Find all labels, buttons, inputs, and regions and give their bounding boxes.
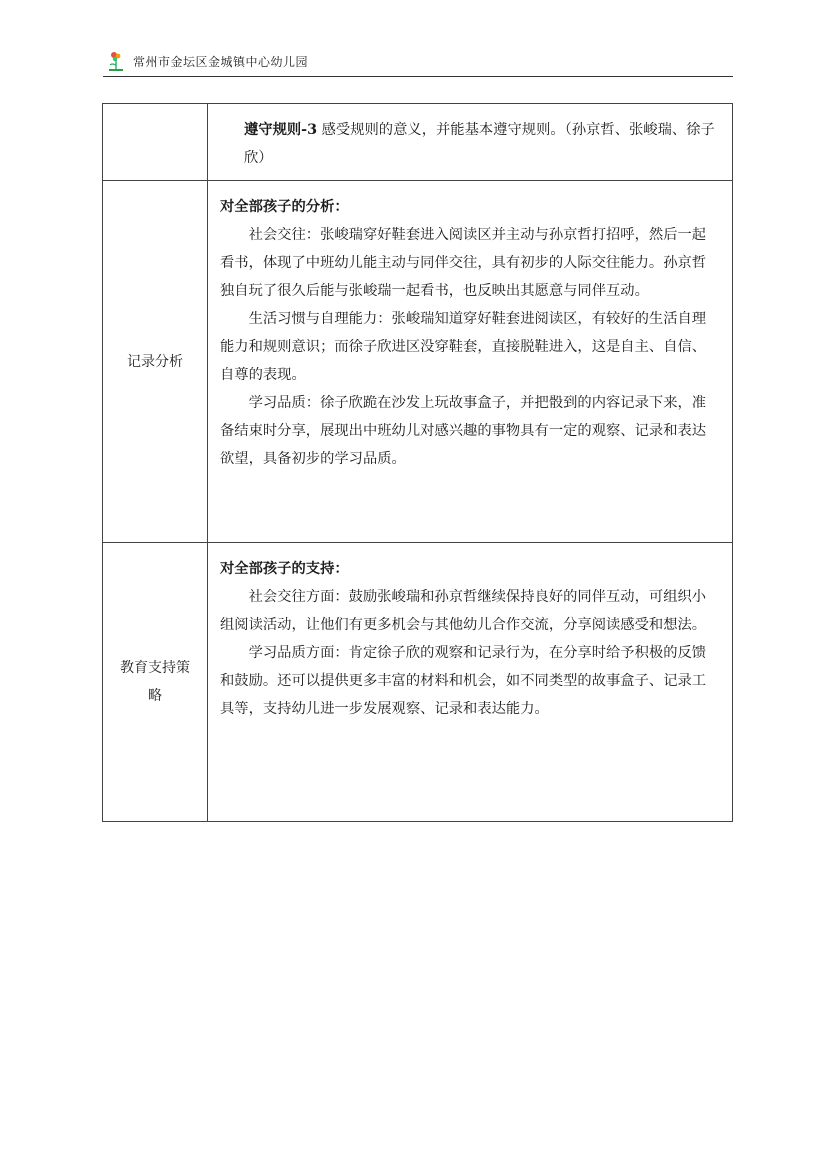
observation-table xyxy=(102,103,733,822)
support-paragraph: 社会交往方面：鼓励张峻瑞和孙京哲继续保持良好的同伴互动，可组织小组阅读活动，让他们有更多机会与其他幼儿合作交流，分享阅读感受和想法。 xyxy=(220,589,707,633)
school-name: 常州市金坛区金城镇中心幼儿园 xyxy=(133,55,309,69)
kindergarten-flower-logo-icon xyxy=(106,50,126,72)
support-content xyxy=(208,543,733,822)
rule-code: 遵守规则-3 xyxy=(244,122,318,138)
analysis-paragraph: 学习品质：徐子欣跪在沙发上玩故事盒子，并把骰到的内容记录下来，准备结束时分享，展现出中班幼儿对感兴趣的事物具有一定的观察、记录和表达欲望，具备初步的学习品质。 xyxy=(220,395,707,467)
analysis-paragraph: 社会交往：张峻瑞穿好鞋套进入阅读区并主动与孙京哲打招呼，然后一起看书，体现了中班幼儿能主动与同伴交往，具有初步的人际交往能力。孙京哲独自玩了很久后能与张峻瑞一起看书，也反映出其愿意与同伴互动。 xyxy=(220,227,707,299)
analysis-heading: 对全部孩子的分析： xyxy=(220,199,349,215)
support-row xyxy=(103,543,733,822)
support-heading: 对全部孩子的支持： xyxy=(220,561,349,577)
analysis-label: 记录分析 xyxy=(103,181,208,543)
page-header xyxy=(103,50,733,77)
support-label: 教育支持策略 xyxy=(103,543,208,822)
support-paragraph: 学习品质方面：肯定徐子欣的观察和记录行为，在分享时给予积极的反馈和鼓励。还可以提供更多丰富的材料和机会，如不同类型的故事盒子、记录工具等，支持幼儿进一步发展观察、记录和表达能力。 xyxy=(220,645,707,717)
analysis-content xyxy=(208,181,733,543)
analysis-paragraph: 生活习惯与自理能力：张峻瑞知道穿好鞋套进阅读区，有较好的生活自理能力和规则意识；而徐子欣进区没穿鞋套，直接脱鞋进入，这是自主、自信、自尊的表现。 xyxy=(220,311,707,383)
rule-content xyxy=(208,104,733,181)
rule-description: 感受规则的意义，并能基本遵守规则。（孙京哲、张峻瑞、徐子欣） xyxy=(244,122,715,166)
rule-label-cell xyxy=(103,104,208,181)
analysis-row xyxy=(103,181,733,543)
rule-row xyxy=(103,104,733,181)
